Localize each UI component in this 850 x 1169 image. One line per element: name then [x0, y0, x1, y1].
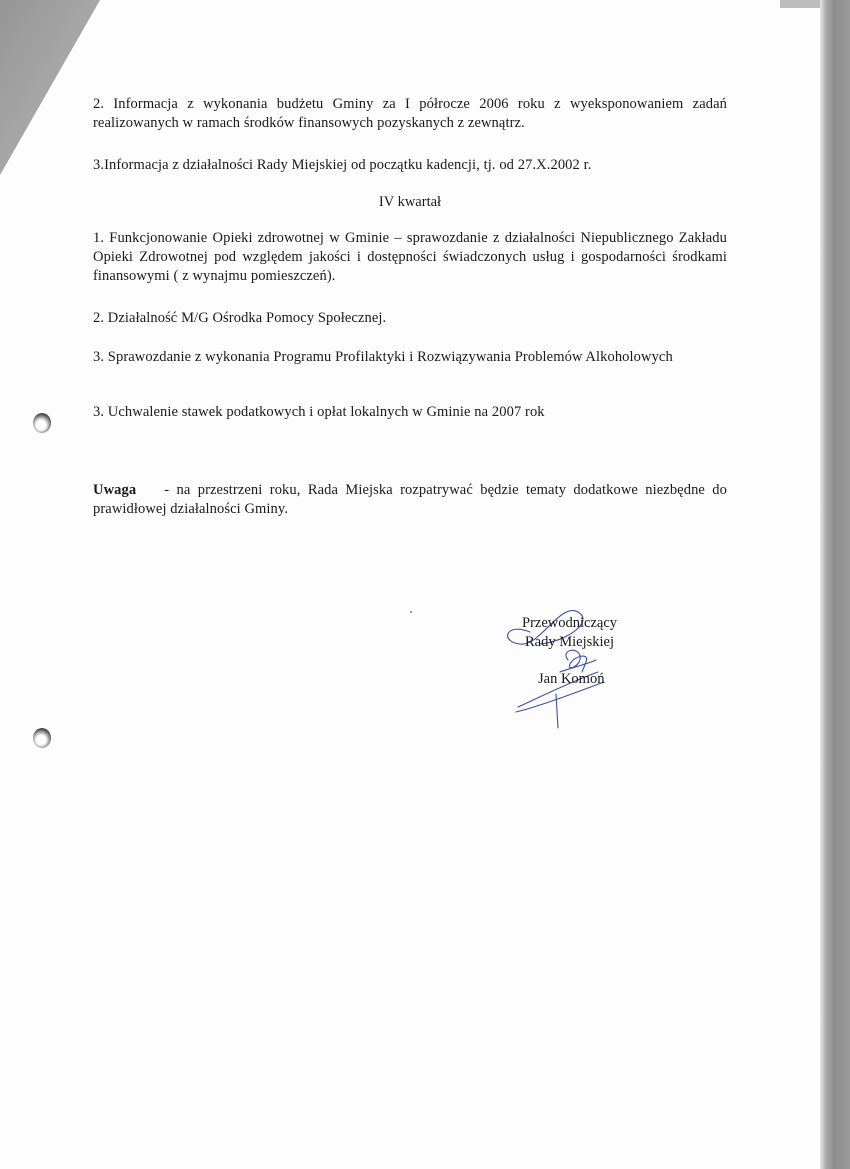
folded-corner: [0, 0, 110, 180]
agenda-item-healthcare: 1. Funkcjonowanie Opieki zdrowotnej w Gminie – sprawozdanie z działalności Niepublicznego Zakładu Opieki Zdrowotnej pod względem jakości i dostępności świadczonych usług i gospodarności środkami finansowymi ( z wynajmu pomieszczeń).: [93, 230, 727, 284]
signatory-name: Jan Komoń: [538, 671, 605, 687]
agenda-item-local-taxes: 3. Uchwalenie stawek podatkowych i opłat lokalnych w Gminie na 2007 rok: [93, 404, 545, 420]
agenda-item-council-activity: 3.Informacja z działalności Rady Miejskiej od początku kadencji, tj. od 27.X.2002 r.: [93, 157, 592, 173]
scan-edge-top: [780, 0, 820, 8]
punch-hole-bottom: [33, 728, 51, 748]
agenda-item-alcohol-program: 3. Sprawozdanie z wykonania Programu Profilaktyki i Rozwiązywania Problemów Alkoholowych: [93, 349, 673, 365]
scan-speck: [410, 611, 412, 613]
note-text: - na przestrzeni roku, Rada Miejska rozpatrywać będzie tematy dodatkowe niezbędne do prawidłowej działalności Gminy.: [93, 482, 727, 517]
signatory-title-line-1: Przewodniczący: [522, 615, 618, 631]
note-label: Uwaga: [93, 482, 137, 498]
note-paragraph: [93, 481, 727, 519]
punch-hole-top: [33, 413, 51, 433]
signatory-title-line-2: Rady Miejskiej: [525, 634, 615, 650]
scan-edge-right: [820, 0, 850, 1169]
signature-block: [500, 602, 660, 742]
quarter-heading: IV kwartał: [378, 194, 442, 210]
agenda-item-budget-report: 2. Informacja z wykonania budżetu Gminy za I półrocze 2006 roku z wyeksponowaniem zadań realizowanych w ramach środków finansowych pozyskanych z zewnątrz.: [93, 96, 727, 131]
agenda-item-social-welfare: 2. Działalność M/G Ośrodka Pomocy Społecznej.: [93, 310, 387, 326]
